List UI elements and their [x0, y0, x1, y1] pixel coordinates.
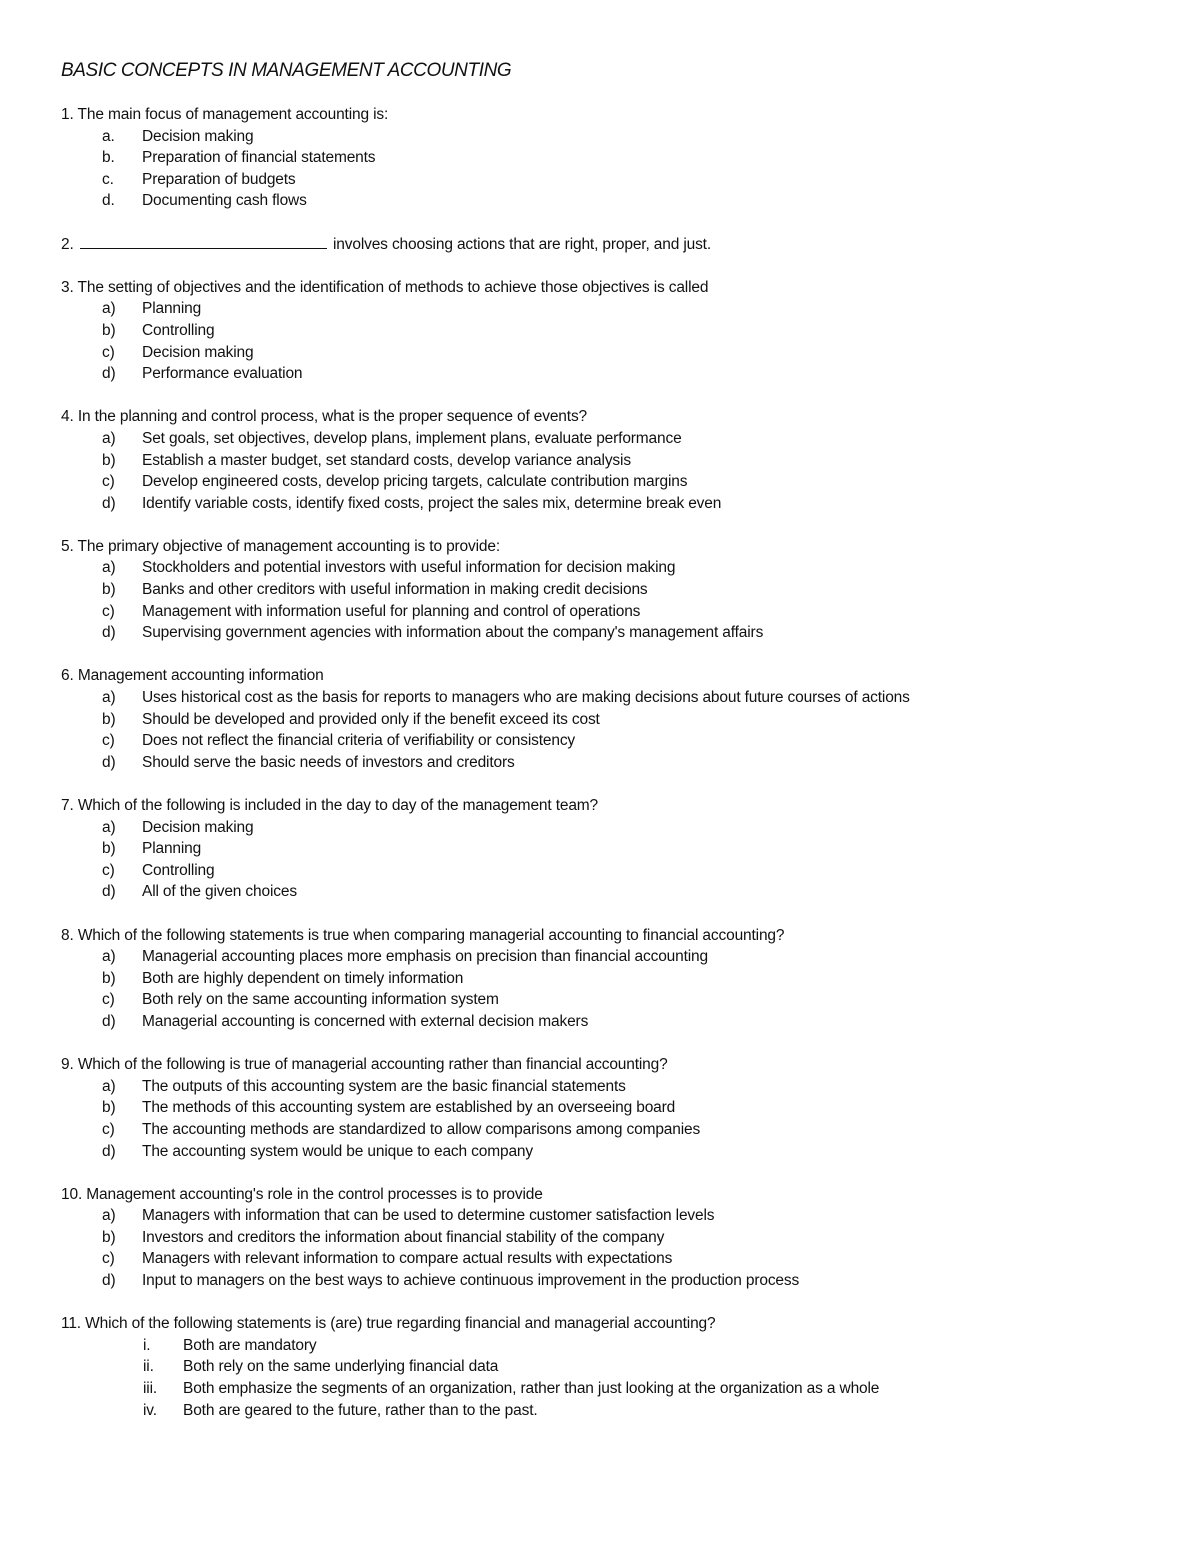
option-text: Does not reflect the financial criteria of verifiability or consistency	[142, 732, 576, 750]
option-label: ii.	[143, 1358, 154, 1376]
option-text: Banks and other creditors with useful information in making credit decisions	[142, 581, 648, 599]
option-label: d)	[102, 624, 116, 642]
question-number: 1.	[61, 106, 74, 123]
option-text: Both rely on the same underlying financial data	[183, 1358, 499, 1376]
answer-option	[61, 320, 1171, 342]
option-text: Both are geared to the future, rather than to the past.	[183, 1401, 538, 1419]
answer-option	[61, 946, 1171, 968]
question-stem	[61, 234, 1171, 256]
option-text: Both rely on the same accounting information system	[142, 991, 499, 1009]
answer-option	[61, 622, 1171, 644]
question-stem	[61, 925, 1171, 947]
question-text: The primary objective of management accounting is to provide:	[77, 537, 501, 555]
option-label: d)	[102, 365, 116, 383]
answer-option	[61, 687, 1171, 709]
option-label: iv.	[143, 1401, 157, 1419]
option-text: Managers with information that can be used to determine customer satisfaction levels	[142, 1207, 715, 1225]
option-label: b)	[102, 1228, 116, 1246]
option-text: Managers with relevant information to compare actual results with expectations	[142, 1250, 673, 1268]
option-label: d)	[102, 494, 116, 512]
question-text: involves choosing actions that are right, proper, and just.	[332, 235, 711, 253]
answer-option	[61, 298, 1171, 320]
answer-option	[61, 363, 1171, 385]
answer-option	[61, 817, 1171, 839]
answer-option	[61, 881, 1171, 903]
answer-option	[61, 601, 1171, 623]
option-label: d)	[102, 753, 116, 771]
question-stem	[61, 1054, 1171, 1076]
answer-option	[61, 126, 1171, 148]
fill-in-blank	[80, 236, 327, 249]
answer-option	[61, 1378, 1171, 1400]
answer-option	[61, 1400, 1171, 1422]
option-text: Management with information useful for planning and control of operations	[142, 602, 641, 620]
option-text: Uses historical cost as the basis for reports to managers who are making decisions about future courses of actions	[142, 689, 910, 707]
option-text: The methods of this accounting system are established by an overseeing board	[142, 1099, 676, 1117]
question-7	[61, 795, 1171, 903]
option-label: c.	[102, 170, 114, 188]
option-text: Managerial accounting places more emphasis on precision than financial accounting	[142, 948, 708, 966]
question-stem	[61, 406, 1171, 428]
option-label: d)	[102, 1142, 116, 1160]
option-label: a)	[102, 1077, 116, 1095]
option-text: Identify variable costs, identify fixed costs, project the sales mix, determine break even	[142, 494, 722, 512]
answer-option	[61, 579, 1171, 601]
question-stem	[61, 536, 1171, 558]
option-text: Preparation of financial statements	[142, 149, 376, 167]
question-3	[61, 277, 1171, 385]
option-label: c)	[102, 1120, 115, 1138]
question-text: The setting of objectives and the identification of methods to achieve those objectives is called	[77, 278, 709, 296]
question-stem	[61, 104, 1171, 126]
option-text: Controlling	[142, 861, 215, 879]
question-9	[61, 1054, 1171, 1162]
question-number: 3.	[61, 278, 74, 296]
question-text: Management accounting's role in the control processes is to provide	[86, 1185, 543, 1203]
question-2	[61, 234, 1171, 256]
question-8	[61, 925, 1171, 1033]
option-text: Investors and creditors the information about financial stability of the company	[142, 1228, 665, 1246]
answer-option	[61, 752, 1171, 774]
question-text: The main focus of management accounting is:	[77, 106, 389, 123]
option-label: c)	[102, 991, 115, 1009]
option-text: All of the given choices	[142, 883, 297, 901]
question-number: 5.	[61, 537, 74, 555]
answer-option	[61, 428, 1171, 450]
option-label: c)	[102, 343, 115, 361]
option-text: Set goals, set objectives, develop plans, implement plans, evaluate performance	[142, 429, 682, 447]
option-label: b)	[102, 581, 116, 599]
option-label: iii.	[143, 1380, 158, 1398]
option-label: d)	[102, 1012, 116, 1030]
option-text: The accounting system would be unique to each company	[142, 1142, 533, 1160]
question-number: 9.	[61, 1056, 74, 1074]
option-label: c)	[102, 861, 115, 879]
option-label: a)	[102, 300, 116, 318]
answer-option	[61, 493, 1171, 515]
option-text: Stockholders and potential investors with useful information for decision making	[142, 559, 676, 577]
question-number: 7.	[61, 797, 74, 814]
question-number: 2.	[61, 235, 74, 253]
question-stem	[61, 1184, 1171, 1206]
answer-option	[61, 709, 1171, 731]
question-stem	[61, 277, 1171, 299]
answer-option	[61, 1141, 1171, 1163]
option-label: b)	[102, 840, 116, 858]
option-label: c)	[102, 602, 115, 620]
option-text: Documenting cash flows	[142, 192, 307, 210]
answer-option	[61, 471, 1171, 493]
option-text: Both are highly dependent on timely information	[142, 969, 464, 987]
option-text: The accounting methods are standardized to allow comparisons among companies	[142, 1120, 701, 1138]
option-label: a)	[102, 689, 116, 707]
option-label: b)	[102, 710, 116, 728]
question-text: Management accounting information	[77, 667, 324, 685]
question-number: 10.	[61, 1185, 83, 1203]
option-text: Controlling	[142, 321, 215, 339]
answer-option	[61, 968, 1171, 990]
answer-option	[61, 1119, 1171, 1141]
answer-option	[61, 169, 1171, 191]
answer-option	[61, 1011, 1171, 1033]
option-text: Input to managers on the best ways to achieve continuous improvement in the production process	[142, 1272, 800, 1290]
option-label: d)	[102, 1272, 116, 1290]
option-text: Preparation of budgets	[142, 170, 296, 188]
option-text: Planning	[142, 840, 202, 858]
option-text: The outputs of this accounting system are the basic financial statements	[142, 1077, 626, 1095]
question-10	[61, 1184, 1171, 1292]
option-text: Should be developed and provided only if the benefit exceed its cost	[142, 710, 600, 728]
answer-option	[61, 190, 1171, 212]
option-label: b)	[102, 969, 116, 987]
answer-option	[61, 450, 1171, 472]
option-text: Decision making	[142, 127, 254, 145]
option-label: b.	[102, 149, 115, 167]
question-1	[61, 104, 1171, 212]
option-label: d)	[102, 883, 116, 901]
answer-option	[61, 557, 1171, 579]
option-text: Both are mandatory	[183, 1336, 317, 1354]
answer-option	[61, 1356, 1171, 1378]
question-number: 11.	[61, 1315, 81, 1333]
option-label: a)	[102, 1207, 116, 1225]
question-number: 8.	[61, 926, 74, 944]
question-text: Which of the following is included in the day to day of the management team?	[77, 797, 599, 814]
answer-option	[61, 730, 1171, 752]
answer-option	[61, 1227, 1171, 1249]
question-text: In the planning and control process, what is the proper sequence of events?	[77, 408, 588, 426]
option-label: a.	[102, 127, 115, 145]
option-text: Decision making	[142, 818, 254, 836]
option-label: c)	[102, 732, 115, 750]
option-label: c)	[102, 1250, 115, 1268]
question-number: 4.	[61, 408, 74, 426]
question-number: 6.	[61, 667, 74, 685]
question-11	[61, 1313, 1171, 1421]
option-label: a)	[102, 818, 116, 836]
option-label: b)	[102, 451, 116, 469]
question-stem	[61, 665, 1171, 687]
answer-option	[61, 1205, 1171, 1227]
question-stem	[61, 1313, 1171, 1335]
option-text: Performance evaluation	[142, 365, 303, 383]
option-text: Both emphasize the segments of an organization, rather than just looking at the organization as a whole	[183, 1380, 880, 1398]
option-text: Decision making	[142, 343, 254, 361]
question-4	[61, 406, 1171, 514]
answer-option	[61, 147, 1171, 169]
option-text: Supervising government agencies with information about the company's management affairs	[142, 624, 764, 642]
answer-option	[61, 1097, 1171, 1119]
answer-option	[61, 342, 1171, 364]
answer-option	[61, 989, 1171, 1011]
option-label: i.	[143, 1336, 151, 1354]
question-6	[61, 665, 1171, 773]
question-list	[61, 104, 1171, 1443]
option-text: Develop engineered costs, develop pricing targets, calculate contribution margins	[142, 473, 688, 491]
question-text: Which of the following is true of managerial accounting rather than financial accounting?	[77, 1056, 668, 1074]
option-label: a)	[102, 559, 116, 577]
question-stem	[61, 795, 1171, 817]
option-text: Establish a master budget, set standard costs, develop variance analysis	[142, 451, 631, 469]
answer-option	[61, 838, 1171, 860]
question-5	[61, 536, 1171, 644]
option-label: b)	[102, 321, 116, 339]
option-label: d.	[102, 192, 115, 210]
answer-option	[61, 1335, 1171, 1357]
answer-option	[61, 1248, 1171, 1270]
question-text: Which of the following statements is true when comparing managerial accounting to financial accounting?	[77, 926, 785, 944]
answer-option	[61, 860, 1171, 882]
option-text: Managerial accounting is concerned with external decision makers	[142, 1012, 589, 1030]
option-text: Planning	[142, 300, 202, 318]
question-text: Which of the following statements is (are) true regarding financial and managerial accounting?	[85, 1315, 716, 1333]
option-label: a)	[102, 429, 116, 447]
option-label: a)	[102, 948, 116, 966]
document-title: BASIC CONCEPTS IN MANAGEMENT ACCOUNTING	[61, 60, 512, 81]
option-label: c)	[102, 473, 115, 491]
option-label: b)	[102, 1099, 116, 1117]
answer-option	[61, 1076, 1171, 1098]
option-text: Should serve the basic needs of investors and creditors	[142, 753, 515, 771]
answer-option	[61, 1270, 1171, 1292]
